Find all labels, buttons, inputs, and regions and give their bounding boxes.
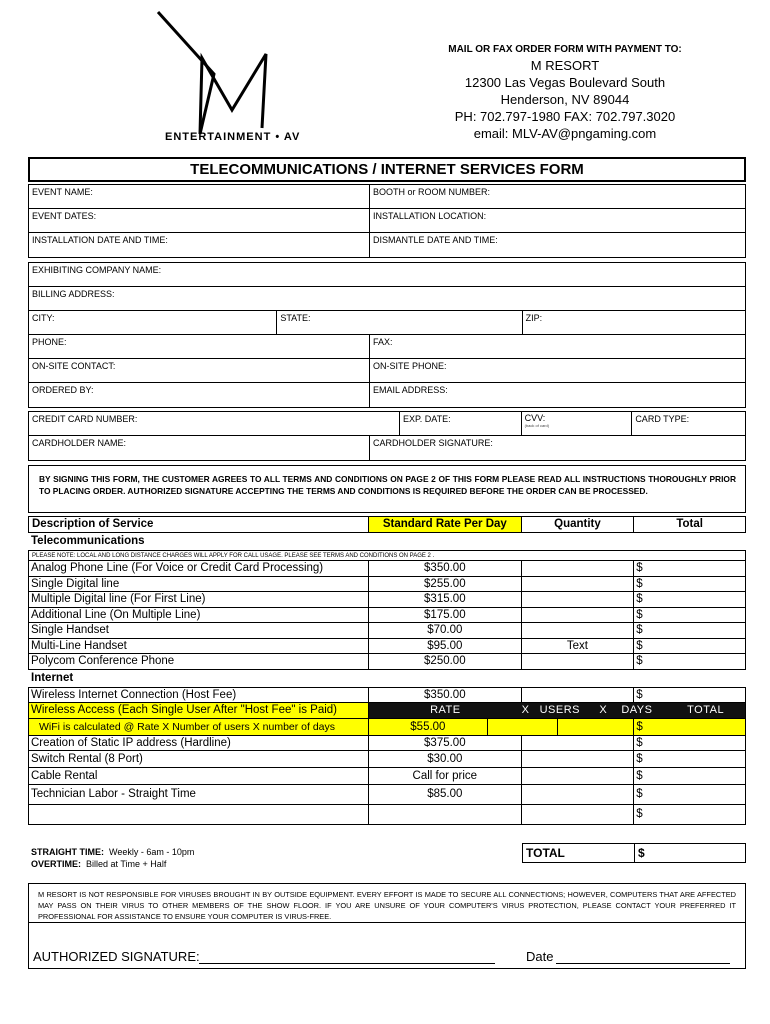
cvv-field[interactable] [522,412,633,435]
services-table [28,516,746,825]
quantity-input[interactable] [522,623,635,638]
quantity-input[interactable] [522,592,635,607]
date-label: Date [526,949,554,964]
fax-field[interactable]: FAX: [373,337,393,347]
service-desc: Switch Rental (8 Port) [29,751,369,767]
wireless-access-label: Wireless Access (Each Single User After "Host Fee" is Paid) [29,703,369,718]
totals-area [28,843,746,869]
state-field[interactable]: STATE: [277,311,522,334]
wifi-days-label: DAYS [621,704,653,716]
wifi-header-row [29,703,745,719]
straight-time-label: STRAIGHT TIME: [31,847,104,857]
wifi-total-cell[interactable]: $ [634,719,745,735]
email-address-field[interactable]: EMAIL ADDRESS: [373,385,448,395]
col-total: Total [676,518,703,530]
total-cell[interactable]: $ [636,608,643,621]
total-cell[interactable]: $ [636,639,643,652]
quantity-input[interactable] [522,785,635,804]
service-rate: $70.00 [369,623,522,638]
total-cell[interactable]: $ [636,788,643,800]
dismantle-field[interactable]: DISMANTLE DATE AND TIME: [373,235,498,245]
exhibiting-company-field[interactable]: EXHIBITING COMPANY NAME: [32,265,162,275]
table-row [29,623,745,639]
cardholder-signature-field[interactable]: CARDHOLDER SIGNATURE: [373,438,493,448]
quantity-input[interactable] [522,561,635,576]
table-row [29,751,745,768]
service-rate: $350.00 [369,561,522,576]
event-name-field[interactable]: EVENT NAME: [29,185,370,208]
grand-total-label: TOTAL [523,844,635,862]
cvv-label: CVV: [524,413,546,423]
city-field[interactable]: CITY: [29,311,277,334]
service-rate [369,805,522,824]
overtime-value: Billed at Time + Half [86,859,167,869]
service-desc: Cable Rental [29,768,369,784]
contact-block [420,44,710,142]
onsite-phone-field[interactable]: ON-SITE PHONE: [373,361,447,371]
terms-notice: BY SIGNING THIS FORM, THE CUSTOMER AGREES TO ALL TERMS AND CONDITIONS ON PAGE 2 OF THIS FORM PLEASE READ ALL INSTRUCTIONS THOROUGHLY PRIOR TO PLACING ORDER. AUTHORIZED SIGNATURE ACCEPTING THE TERMS AND CONDITIONS IS REQUIRED BEFORE THE ORDER CAN BE PROCESSED. [28,465,746,513]
col-description: Description of Service [29,517,369,532]
quantity-input[interactable] [522,654,635,669]
total-cell[interactable]: $ [636,688,643,701]
total-cell[interactable]: $ [636,593,643,605]
table-row [29,592,745,608]
service-rate: $315.00 [369,592,522,607]
wifi-total-label: TOTAL [687,704,725,716]
service-desc: Multi-Line Handset [29,639,369,654]
service-rate: $255.00 [369,577,522,592]
col-quantity: Quantity [522,517,635,532]
address-line-2: Henderson, NV 89044 [500,92,630,107]
authorized-signature-label: AUTHORIZED SIGNATURE: [33,949,200,964]
service-rate: $175.00 [369,608,522,623]
signature-line[interactable] [199,963,495,964]
total-cell[interactable]: $ [636,770,643,782]
m-resort-logo [140,8,320,138]
quantity-input[interactable] [522,688,635,703]
phone-field[interactable]: PHONE: [29,335,370,358]
service-desc: Multiple Digital line (For First Line) [29,592,369,607]
exp-date-field[interactable]: EXP. DATE: [400,412,522,435]
wifi-calc-note: WiFi is calculated @ Rate X Number of users X number of days [29,719,369,735]
table-row [29,561,745,577]
table-row [29,654,745,670]
zip-field[interactable]: ZIP: [525,313,543,323]
credit-card-field[interactable]: CREDIT CARD NUMBER: [29,412,400,435]
card-type-field[interactable]: CARD TYPE: [635,414,690,424]
wifi-users-label: USERS [539,704,580,716]
service-desc: Analog Phone Line (For Voice or Credit Card Processing) [29,561,369,576]
wifi-x-label: X [521,704,530,716]
address-line-1: 12300 Las Vegas Boulevard South [464,75,666,90]
quantity-input[interactable] [522,608,635,623]
wifi-days-input[interactable] [558,719,635,735]
straight-time-value: Weekly - 6am - 10pm [109,847,195,857]
table-row [29,639,745,655]
total-cell[interactable]: $ [636,655,643,667]
cardholder-name-field[interactable]: CARDHOLDER NAME: [29,436,370,460]
mail-instructions: MAIL OR FAX ORDER FORM WITH PAYMENT TO: [448,44,682,55]
table-header [28,516,746,533]
telecom-rows [28,550,746,670]
quantity-input[interactable] [522,736,635,751]
quantity-input[interactable] [522,805,635,824]
billing-address-field[interactable]: BILLING ADDRESS: [32,289,115,299]
table-row [29,608,745,624]
company-info-block [28,262,746,408]
form-title: TELECOMMUNICATIONS / INTERNET SERVICES FORM [28,157,746,182]
service-desc: Single Handset [29,623,369,638]
service-desc[interactable] [29,805,369,824]
service-desc: Polycom Conference Phone [29,654,369,669]
quantity-input[interactable] [522,577,635,592]
table-row [29,736,745,752]
company-name: M RESORT [530,58,600,73]
total-cell[interactable]: $ [636,753,643,765]
wifi-rate-label: RATE [430,704,461,716]
service-desc: Additional Line (On Multiple Line) [29,608,369,623]
service-desc: Single Digital line [29,577,369,592]
quantity-input[interactable] [522,768,635,784]
service-rate: $350.00 [369,688,522,703]
table-row [29,805,745,825]
phone-fax: PH: 702.797-1980 FAX: 702.797.3020 [454,109,676,124]
table-row [29,577,745,593]
telecom-note: PLEASE NOTE: LOCAL AND LONG DISTANCE CHARGES WILL APPLY FOR CALL USAGE. PLEASE SEE TERMS AND CONDITIONS ON PAGE 2 . [29,551,745,561]
quantity-input[interactable]: Text [522,639,635,654]
total-cell[interactable]: $ [636,736,643,749]
table-row [29,688,745,704]
wifi-users-input[interactable] [488,719,558,735]
total-cell[interactable]: $ [636,808,643,820]
table-row [29,768,745,785]
cvv-sublabel: (back of card) [524,423,550,428]
payment-block [28,411,746,461]
wifi-calc-header [369,703,745,718]
service-rate: Call for price [369,768,522,784]
wifi-price: $55.00 [369,719,488,735]
table-row [29,785,745,805]
wifi-x-label: X [599,704,608,716]
internet-rows [28,687,746,826]
date-line[interactable] [556,963,730,964]
service-rate: $95.00 [369,639,522,654]
logo-caption: ENTERTAINMENT • AV [165,131,301,143]
wifi-calc-row [29,719,745,736]
internet-section-title: Internet [31,671,74,684]
disclaimer-block [28,883,746,969]
service-desc: Creation of Static IP address (Hardline) [29,736,369,751]
booth-field[interactable]: BOOTH or ROOM NUMBER: [373,187,491,197]
install-date-field[interactable]: INSTALLATION DATE AND TIME: [29,233,370,257]
service-desc: Technician Labor - Straight Time [29,785,369,804]
event-dates-field[interactable]: EVENT DATES: [29,209,370,232]
grand-total-box [522,843,746,863]
service-rate: $85.00 [369,785,522,804]
overtime-label: OVERTIME: [31,859,82,869]
service-desc: Wireless Internet Connection (Host Fee) [29,688,369,703]
service-rate: $250.00 [369,654,522,669]
service-rate: $375.00 [369,736,522,751]
total-cell[interactable]: $ [636,562,643,574]
ordered-by-field[interactable]: ORDERED BY: [29,383,370,407]
col-rate: Standard Rate Per Day [369,517,522,532]
quantity-input[interactable] [522,751,635,767]
install-location-field[interactable]: INSTALLATION LOCATION: [373,211,487,221]
telecom-section-title: Telecommunications [31,535,145,547]
event-info-block [28,184,746,258]
onsite-contact-field[interactable]: ON-SITE CONTACT: [29,359,370,382]
total-cell[interactable]: $ [636,624,643,636]
virus-disclaimer: M RESORT IS NOT RESPONSIBLE FOR VIRUSES BROUGHT IN BY OUTSIDE EQUIPMENT. EVERY EFFORT IS MADE TO SECURE ALL CONNECTIONS; HOWEVER, COMPUTERS THAT ARE AFFECTED MAY PASS ON THEIR VIRUS TO OTHER MEMBERS OF THE SHOW FLOOR. IF YOU ARE UNSURE OF YOUR COMPUTER'S VIRUS PROTECTION, PLEASE CONTACT YOUR PREFERRED IT PROFESSIONAL FOR ASSISTANCE TO ENSURE YOUR COMPUTER IS VIRUS-FREE. [29,884,745,923]
labor-rates [31,846,194,870]
signature-area [29,923,745,969]
total-cell[interactable]: $ [636,577,643,590]
grand-total-value[interactable]: $ [638,846,645,860]
service-rate: $30.00 [369,751,522,767]
email: email: MLV-AV@pngaming.com [473,126,657,141]
